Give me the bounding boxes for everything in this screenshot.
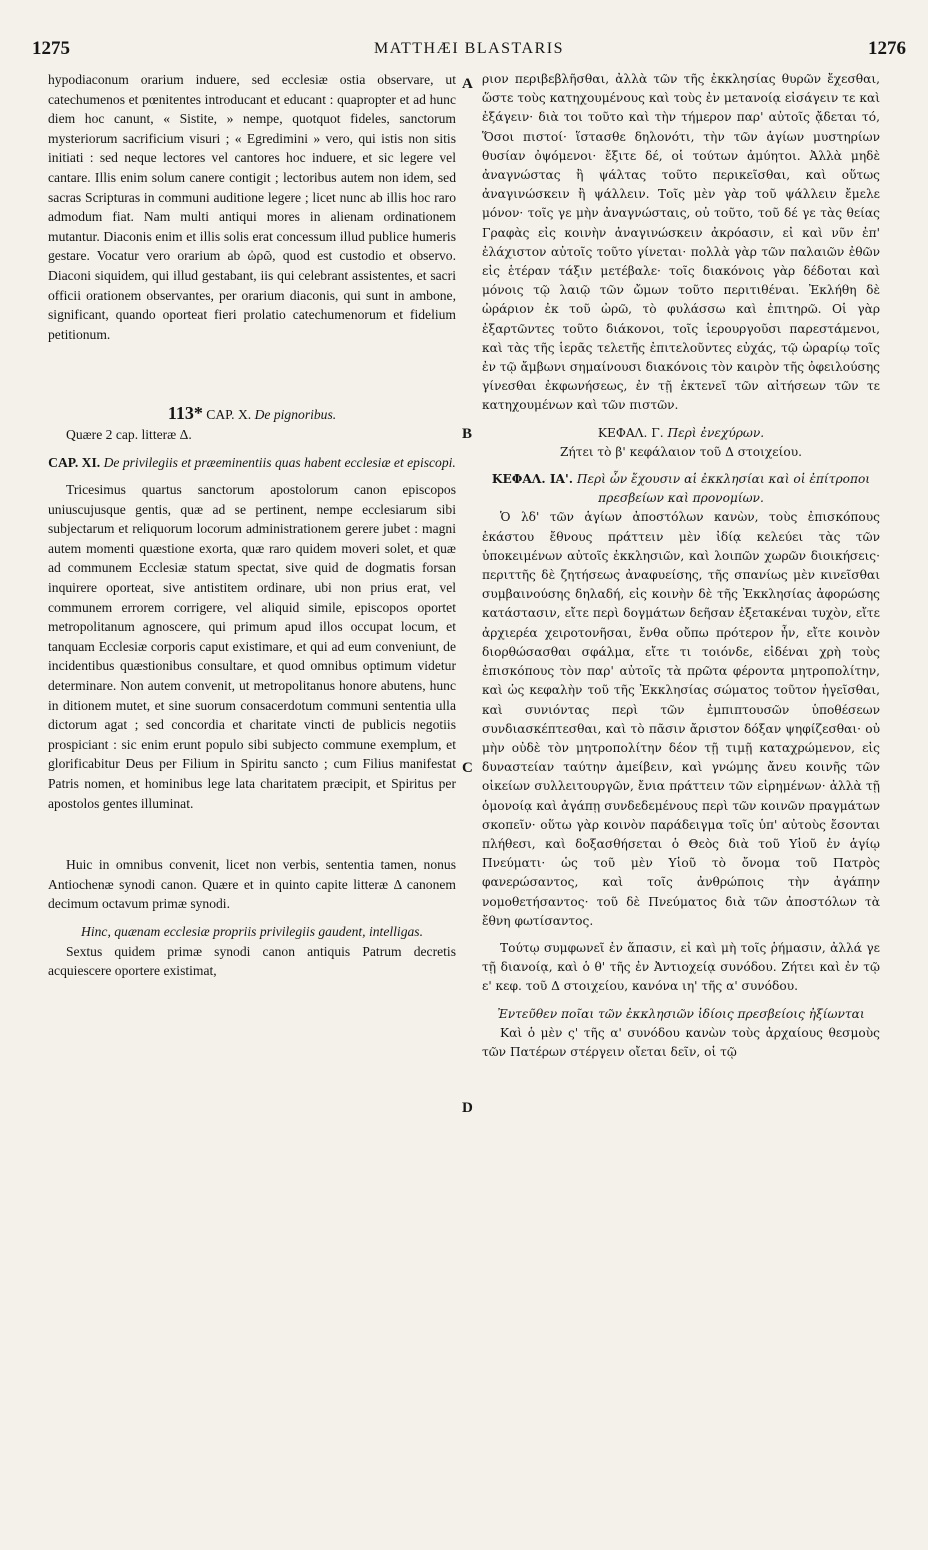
chapter-10-label: CAP. X. [206,407,252,423]
greek-paragraph-2: Ὁ λδ' τῶν ἁγίων ἀποστόλων κανὼν, τοὺς ἐπισκόπους ἑκάστου ἔθνους πράττειν μὲν ἰδίᾳ κελεύει τὰς τῶν ὑποκειμένων αὐτοῖς ἐκκλησιῶν, καὶ λοιπῶν χωρῶν διοικήσεις· περιττῆς δὲ ζητήσεως ἀναφυείσης, τῆς σπανίως μὲν κινεῖσθαι συμβαινούσης δηλαδή, εἰς κοινὴν δὲ τῆς Ἐκκλησίας ἀφορώσης κατάστασιν, εἴτε περὶ δογμάτων δεῆσαν ἐξετακέναι τυχὸν, εἴτε ἀρχιερέα χειροτονῆσαι, ἔνθα οὔπω πρότερον ἦν, εἴτε κοινὸν διορθώσασθαι σφάλμα, εἴτε τι τοιόνδε, εἰδέναι χρὴ τοὺς ἐπισκόπους τὸν παρ' αὐτοῖς τὰ πρῶτα φέροντα μητροπολίτην, καὶ ὡς κεφαλὴν τοῦ τῆς Ἐκκλησίας σώματος τοῦτον ἡγεῖσθαι, καὶ συνιόντας περὶ τῶν ἐμπιπτουσῶν ὑποθέσεων συνδιασκέπτεσθαι, καὶ τὸ πᾶσιν ἄριστον δόξαν ψηφίζεσθαι· οὐ μὴν οὐδὲ τὸν μητροπολίτην δέον τῇ τιμῇ καταχρώμενον, εἰς δυναστείαν ταύτην ἀμείβειν, καὶ γνώμης ἄνευ κοινῆς τῶν οἰκείων συλλειτουργῶν, ἔνια πράττειν τῶν εἰρημένων· ἀλλὰ τῇ ὁμονοίᾳ καὶ ἀγάπῃ συνδεδεμένους περὶ τῶν κοινῶν πραγμάτων σκοπεῖν· οὕτω γὰρ κοινὸν παράδειγμα τοῖς ὑπ' αὐτοὺς ἔσονται πλήθεσι, καὶ δοξασθήσεται ὁ Θεὸς διὰ τοῦ Υἱοῦ ἐν ἁγίῳ Πνεύματι· ὡς τοῦ μὲν Υἱοῦ τὸ ὄνομα τοῦ Πατρὸς φανερώσαντος, καὶ τοῖς ἀνθρώποις τὴν ἀγάπην νομοθετήσαντος· τοῦ δὲ Πνεύματος διὰ τῶν ἀποστόλων τὰ ἔθνη φωτίσαντος. [482,510,880,928]
margin-letter-c: C [462,760,473,776]
latin-column [48,70,456,981]
latin-chapter-10-heading [48,404,456,425]
latin-paragraph-3: Huic in omnibus convenit, licet non verbis, sententia tamen, nonus Antiochenæ synodi canon. Quære et in quinto capite litteræ Δ canonem decimum octavum primæ synodi. [48,857,456,912]
running-title: MATTHÆI BLASTARIS [373,40,564,57]
greek-chapter-10-subject: Περὶ ἐνεχύρων. [667,425,765,440]
latin-paragraph-1: hypodiaconum orarium induere, sed ecclesiæ ostia observare, ut catechumenos et pœnitentes introducant et educant : quapropter et ad hunc diem hoc canunt, « Sistite, » nempe, quotquot fideles, sanctorum mysteriorum sacrificium visuri ; « Egredimini » vero, qui istis non sitis initiati : sed neque lectores vel cantores hoc induere, et sic legere vel cantare. Illis enim solum canere contigit ; lectoribus autem non idem, sed sacras Scripturas in communi auditione legere ; licet nunc ab illis hoc raro admodum fiat. Nam multi antiqui mores in alienam ordinationem mutantur. Diaconis enim et illis solis erat concessum illud publice humeris gestare. Vocatur vero orarium ab ὠρῶ, quod est custodio et observo. Diaconi siquidem, qui illud gestabant, iis qui celebrant assistentes, et sacri officii orationem observantes, per orarium diaconis, qui sunt in ambone, significant, quando oporteat fieri prolatio catechumenorum et fidelium petitionum. [48,72,456,342]
chapter-11-subject: De privilegiis et præeminentiis quas habent ecclesiæ et episcopi. [103,454,456,470]
latin-subheading: Hinc, quænam ecclesiæ propriis privilegiis gaudent, intelligas. [81,923,423,939]
latin-chapter-10-note: Quære 2 cap. litteræ Δ. [66,426,192,442]
greek-chapter-10-label: ΚΕΦΑΛ. Γ. [597,425,664,440]
chapter-10-subject: De pignoribus. [254,407,337,423]
greek-paragraph-3: Τούτῳ συμφωνεῖ ἐν ἅπασιν, εἰ καὶ μὴ τοῖς ῥήμασιν, ἀλλά γε τῇ διανοίᾳ, καὶ ὁ θ' τῆς ἐν Ἀντιοχείᾳ συνόδου. Ζήτει καὶ ἐν τῷ ε' κεφ. τοῦ Δ στοιχείου, κανόνα ιη' τῆς α' συνόδου. [482,940,880,994]
margin-letter-d: D [462,1100,473,1116]
greek-chapter-11-subject: Περὶ ὧν ἔχουσιν αἱ ἐκκλησίαι καὶ οἱ ἐπίτροποι πρεσβείων καὶ προνομίων. [576,472,871,506]
margin-letter-b: B [462,426,473,442]
greek-chapter-11-heading [482,470,880,508]
latin-paragraph-4: Sextus quidem primæ synodi canon antiquis Patrum decretis acquiescere oportere existimat, [48,943,456,979]
left-page-number: 1275 [32,38,70,59]
running-header [32,38,906,64]
right-page-number: 1276 [868,38,906,59]
greek-chapter-11-label: ΚΕΦΑΛ. ΙΑ'. [491,472,573,487]
greek-chapter-10-heading [482,424,880,443]
greek-subheading: Ἐντεῦθεν ποῖαι τῶν ἐκκλησιῶν ἰδίοις πρεσβείοις ἠξίωνται [497,1006,865,1021]
latin-paragraph-2: Tricesimus quartus sanctorum apostolorum canon episcopos uniuscujusque gentis, quæ ad se pertinent, nempe ecclesiarum sibi subjectarum et reliquorum locorum administrationem gerere jubet : magni autem momenti quæstione exorta, quæ raro quidem moveri solet, et quæ ad communem Ecclesiæ statum spectat, sive quid de dogmatis forsan inquirere oporteat, sive antistitem ordinare, ubi non prius erat, vel communem errorem corrigere, vel aliquid simile, episcopos oportet metropolitanum agnoscere, qui primum apud illos occupat locum, et tanquam Ecclesiæ corporis caput existimare, et qui ad eum conveniunt, de incidentibus quæstionibus consultare, et quod omnibus optimum videtur determinare. Non autem convenit, ut metropolitanus honore abutens, hunc in ditionem mutet, et sine suorum consacerdotum communi sententia ulla dictorum agat ; sed concordia et charitate vincti de publicis negotiis prospiciant : sic enim erunt populo sibi subjecto commune exemplum, et glorificabitur Deus per Filium in Spiritu sancto ; cum Filius manifestat Patris nomen, et hominibus lege lata charitatem præcipit, et Spiritus per apostolos gentes illuminat. [48,482,456,811]
chapter-11-label: CAP. XI. [48,454,101,470]
chapter-10-number: 113* [167,403,203,424]
latin-chapter-11-heading [48,453,456,473]
greek-column [482,70,880,1062]
margin-letter-a: A [462,76,473,92]
greek-paragraph-4: Καὶ ὁ μὲν ς' τῆς α' συνόδου κανὼν τοὺς ἀρχαίους θεσμοὺς τῶν Πατέρων στέργειν οἴεται δεῖν, οἱ τῷ [482,1025,880,1059]
greek-paragraph-1: ριον περιβεβλῆσθαι, ἀλλὰ τῶν τῆς ἐκκλησίας θυρῶν ἔχεσθαι, ὥστε τοὺς κατηχουμένους καὶ τοὺς ἐν μετανοίᾳ εἰσάγειν τε καὶ ἐξάγειν· διὰ τοι τοῦτο καὶ τὴν τήμερον παρ' αὐτοῖς ᾄδεται τό, Ὅσοι πιστοί· ἵστασθε δηλονότι, τὴν τῶν ἁγίων μυστηρίων θυσίαν ὀψόμενοι· ἔξιτε δέ, οἱ τούτων ἀμύητοι. Ἀλλὰ μηδὲ ἀναγνώστας ἢ ψάλτας τοῦτο περικεῖσθαι, καὶ οὕτως ἀναγινώσκειν ἢ ψάλλειν. Τοῖς μὲν γὰρ τοῦ ψάλλειν ἔμελε μόνον· τοῖς γε μὴν ἀναγνώσταις, οὐ τοῦτο, τοῦ δέ γε τὰς θείας Γραφὰς εἰς κοινὴν ἀναγινώσκειν ἀκρόασιν, εἰ καὶ νῦν ἐπ' ἐλάχιστον αὐτοῖς τοῦτο γίνεται· πολλὰ γὰρ τῶν παλαιῶν ἐθῶν εἰς ἑτέραν τάξιν μετέβαλε· τοῖς διακόνοις γὰρ δέδοται καὶ μόνοις τῷ λαιῷ τῶν ὤμων τοῦτο περιτιθέναι. Ἐκλήθη δὲ ὠράριον ἐκ τοῦ ὠρῶ, τὸ φυλάσσω καὶ ἐπιτηρῶ. Οἱ γὰρ ἐξαρτῶντες τοῦτο διάκονοι, τοῖς ἱερουργοῦσι παρεστάμενοι, καὶ τὰς τῆς ἱερᾶς τελετῆς ἐπιτελοῦντες εὐχάς, τῷ ὠραρίῳ τοῖς ἐν τῷ ἄμβωνι σημαίνουσι διακόνοις τὸν καιρὸν τῆς ὀφειλούσης γίνεσθαι ἐκφωνήσεως, ἐν τῇ ἐκτενεῖ τῶν αἰτήσεων τῶν τε κατηχουμένων καὶ τῶν πιστῶν. [482,72,880,413]
greek-chapter-10-note: Ζήτει τὸ β' κεφάλαιον τοῦ Δ στοιχείου. [559,444,803,459]
